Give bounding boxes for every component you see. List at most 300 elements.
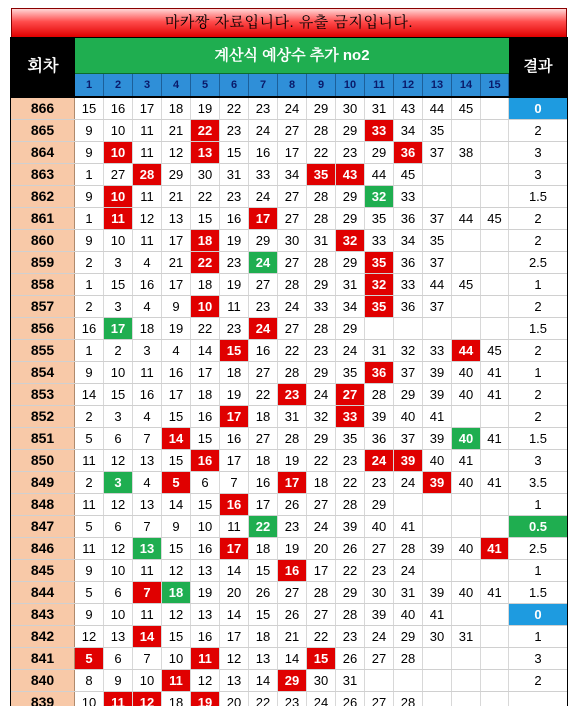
number-cell: 37 <box>394 362 423 383</box>
number-cell: 9 <box>75 560 104 581</box>
result-cell: 3 <box>534 167 542 182</box>
number-cell: 24 <box>249 318 278 339</box>
number-cell: 18 <box>249 406 278 427</box>
number-cell: 34 <box>336 296 365 317</box>
number-cell: 31 <box>307 230 336 251</box>
number-cell <box>481 252 509 273</box>
number-cell: 20 <box>220 582 249 603</box>
number-cell <box>481 120 509 141</box>
number-cell: 41 <box>481 362 509 383</box>
number-cell: 14 <box>220 604 249 625</box>
table-row <box>11 538 567 560</box>
number-cell: 39 <box>365 406 394 427</box>
number-cell: 22 <box>336 472 365 493</box>
result-cell: 2 <box>534 387 542 402</box>
number-cell: 45 <box>481 340 509 361</box>
number-cell: 10 <box>104 142 133 163</box>
number-cell: 30 <box>191 164 220 185</box>
number-cell <box>423 648 452 669</box>
number-cell: 23 <box>249 98 278 119</box>
round-number: 856 <box>11 318 75 339</box>
round-number: 854 <box>11 362 75 383</box>
number-cell <box>452 296 481 317</box>
number-cell: 30 <box>336 98 365 119</box>
number-cell: 16 <box>191 450 220 471</box>
number-cell: 17 <box>220 626 249 647</box>
number-cell: 18 <box>162 692 191 706</box>
banner: 마카짱 자료입니다. 유출 금지입니다. <box>11 8 567 38</box>
number-cell: 12 <box>133 208 162 229</box>
number-cell: 34 <box>394 120 423 141</box>
number-cell: 17 <box>162 384 191 405</box>
number-cell: 28 <box>336 604 365 625</box>
number-cell: 9 <box>162 296 191 317</box>
number-cell: 12 <box>162 142 191 163</box>
number-cell: 23 <box>278 384 307 405</box>
number-cell <box>452 560 481 581</box>
round-number: 857 <box>11 296 75 317</box>
result-cell: 3.5 <box>528 475 548 490</box>
number-cell: 45 <box>452 98 481 119</box>
table-row <box>11 296 567 318</box>
column-number-9: 9 <box>307 74 336 96</box>
number-cell: 37 <box>423 296 452 317</box>
table-row <box>11 472 567 494</box>
round-number: 865 <box>11 120 75 141</box>
number-cell: 31 <box>220 164 249 185</box>
table-row <box>11 252 567 274</box>
number-cell: 35 <box>365 208 394 229</box>
number-cell: 13 <box>191 560 220 581</box>
result-cell: 1 <box>534 629 542 644</box>
number-cell: 28 <box>307 252 336 273</box>
number-cell: 28 <box>307 208 336 229</box>
number-cell: 36 <box>394 208 423 229</box>
result-cell: 1 <box>534 365 542 380</box>
number-cell: 15 <box>307 648 336 669</box>
number-cell: 14 <box>278 648 307 669</box>
column-number-15: 15 <box>481 74 509 96</box>
number-cell: 44 <box>365 164 394 185</box>
number-cell: 10 <box>104 186 133 207</box>
column-number-1: 1 <box>75 74 104 96</box>
number-cell: 27 <box>365 538 394 559</box>
number-cell: 29 <box>307 274 336 295</box>
number-cell <box>423 318 452 339</box>
result-cell: 1.5 <box>528 431 548 446</box>
number-cell: 29 <box>365 494 394 515</box>
round-number: 841 <box>11 648 75 669</box>
number-cell: 12 <box>191 670 220 691</box>
number-cell: 24 <box>249 186 278 207</box>
number-cell: 35 <box>307 164 336 185</box>
number-cell: 11 <box>133 604 162 625</box>
number-cell: 28 <box>336 494 365 515</box>
number-cell: 28 <box>307 318 336 339</box>
number-cell: 15 <box>220 340 249 361</box>
number-cell <box>481 648 509 669</box>
round-number: 852 <box>11 406 75 427</box>
number-cell: 28 <box>394 538 423 559</box>
number-cell: 12 <box>133 692 162 706</box>
number-cell: 41 <box>481 384 509 405</box>
number-cell: 12 <box>104 450 133 471</box>
number-cell: 40 <box>452 582 481 603</box>
number-cell: 11 <box>220 516 249 537</box>
number-cell: 18 <box>307 472 336 493</box>
result-cell: 0 <box>509 604 567 625</box>
number-cell: 29 <box>162 164 191 185</box>
number-cell: 12 <box>104 494 133 515</box>
column-number-8: 8 <box>278 74 307 96</box>
number-cell: 17 <box>133 98 162 119</box>
number-cell: 26 <box>336 538 365 559</box>
number-cell <box>394 318 423 339</box>
number-cell <box>452 318 481 339</box>
number-cell: 40 <box>423 450 452 471</box>
number-cell: 10 <box>191 516 220 537</box>
number-cell: 16 <box>249 340 278 361</box>
number-cell: 27 <box>278 582 307 603</box>
number-cell: 31 <box>336 274 365 295</box>
number-cell: 10 <box>104 560 133 581</box>
number-cell <box>452 230 481 251</box>
number-cell: 28 <box>394 648 423 669</box>
number-cell: 28 <box>278 428 307 449</box>
number-cell: 11 <box>133 230 162 251</box>
number-cell: 6 <box>104 582 133 603</box>
table-row <box>11 692 567 706</box>
result-cell: 1 <box>534 497 542 512</box>
number-cell: 29 <box>307 98 336 119</box>
number-cell: 4 <box>133 296 162 317</box>
number-cell: 28 <box>365 384 394 405</box>
number-cell: 19 <box>162 318 191 339</box>
number-cell: 13 <box>191 142 220 163</box>
number-cell <box>452 692 481 706</box>
round-number: 848 <box>11 494 75 515</box>
number-cell: 7 <box>133 582 162 603</box>
number-cell: 18 <box>249 450 278 471</box>
number-cell: 29 <box>278 670 307 691</box>
number-cell: 22 <box>249 692 278 706</box>
column-number-10: 10 <box>336 74 365 96</box>
table-row <box>11 98 567 120</box>
number-cell <box>481 98 509 119</box>
number-cell: 9 <box>75 120 104 141</box>
table-row <box>11 670 567 692</box>
number-cell <box>423 516 452 537</box>
number-cell: 7 <box>133 428 162 449</box>
number-cell: 18 <box>249 626 278 647</box>
number-cell: 32 <box>365 186 394 207</box>
number-cell: 27 <box>278 186 307 207</box>
result-cell: 3 <box>534 453 542 468</box>
number-cell: 35 <box>336 362 365 383</box>
number-cell: 22 <box>336 560 365 581</box>
number-cell <box>452 670 481 691</box>
number-cell: 11 <box>133 186 162 207</box>
table-row <box>11 230 567 252</box>
number-cell: 11 <box>75 538 104 559</box>
table-row <box>11 340 567 362</box>
number-cell <box>452 120 481 141</box>
result-cell: 2 <box>534 673 542 688</box>
table-row <box>11 516 567 538</box>
number-cell <box>481 516 509 537</box>
number-cell <box>481 494 509 515</box>
number-cell: 23 <box>220 120 249 141</box>
number-cell: 14 <box>220 560 249 581</box>
number-cell: 36 <box>365 362 394 383</box>
number-cell <box>452 648 481 669</box>
number-cell: 26 <box>249 582 278 603</box>
number-cell: 17 <box>249 208 278 229</box>
column-number-7: 7 <box>249 74 278 96</box>
number-cell: 13 <box>191 604 220 625</box>
number-cell: 10 <box>104 604 133 625</box>
number-cell: 43 <box>394 98 423 119</box>
number-cell <box>423 164 452 185</box>
number-cell: 29 <box>336 252 365 273</box>
result-cell: 2 <box>534 343 542 358</box>
number-cell: 35 <box>365 296 394 317</box>
result-column-header: 결과 <box>509 38 567 96</box>
number-cell: 39 <box>423 538 452 559</box>
round-number: 842 <box>11 626 75 647</box>
number-cell: 29 <box>336 186 365 207</box>
number-cell: 23 <box>278 692 307 706</box>
number-cell: 21 <box>278 626 307 647</box>
number-cell: 22 <box>249 516 278 537</box>
number-cell: 24 <box>278 296 307 317</box>
number-cell: 10 <box>104 362 133 383</box>
number-cell: 30 <box>307 670 336 691</box>
number-cell: 2 <box>104 340 133 361</box>
number-cell: 11 <box>133 560 162 581</box>
column-number-4: 4 <box>162 74 191 96</box>
number-cell: 27 <box>104 164 133 185</box>
table-row <box>11 318 567 340</box>
number-cell: 11 <box>191 648 220 669</box>
number-cell: 17 <box>220 406 249 427</box>
number-cell: 10 <box>104 230 133 251</box>
number-cell: 29 <box>336 208 365 229</box>
number-cell: 12 <box>162 604 191 625</box>
number-cell: 40 <box>452 384 481 405</box>
number-cell: 12 <box>104 538 133 559</box>
number-cell: 15 <box>249 560 278 581</box>
number-cell: 18 <box>191 384 220 405</box>
number-cell: 35 <box>423 230 452 251</box>
number-cell: 24 <box>394 560 423 581</box>
number-cell: 22 <box>249 384 278 405</box>
number-cell: 5 <box>75 428 104 449</box>
number-cell: 33 <box>249 164 278 185</box>
number-cell: 26 <box>336 692 365 706</box>
number-cell: 33 <box>307 296 336 317</box>
number-cell: 18 <box>162 582 191 603</box>
number-cell: 27 <box>336 384 365 405</box>
number-cell: 40 <box>452 472 481 493</box>
number-cell: 22 <box>191 186 220 207</box>
number-cell: 29 <box>307 362 336 383</box>
result-cell <box>509 692 567 706</box>
number-cell <box>423 186 452 207</box>
round-number: 863 <box>11 164 75 185</box>
table-row <box>11 142 567 164</box>
number-cell <box>452 406 481 427</box>
round-number: 850 <box>11 450 75 471</box>
number-cell: 27 <box>307 494 336 515</box>
number-cell: 39 <box>423 384 452 405</box>
number-cell: 29 <box>307 428 336 449</box>
number-cell: 16 <box>220 428 249 449</box>
number-cell: 24 <box>365 450 394 471</box>
number-cell: 39 <box>394 450 423 471</box>
number-cell: 9 <box>75 604 104 625</box>
number-cell: 11 <box>75 494 104 515</box>
number-cell: 13 <box>220 670 249 691</box>
number-cell: 13 <box>133 494 162 515</box>
number-cell: 3 <box>104 472 133 493</box>
number-cell <box>481 230 509 251</box>
number-cell: 12 <box>220 648 249 669</box>
round-number: 844 <box>11 582 75 603</box>
number-cell <box>481 186 509 207</box>
number-cell: 17 <box>162 230 191 251</box>
number-cell: 17 <box>278 472 307 493</box>
number-cell: 33 <box>394 274 423 295</box>
number-cell: 15 <box>191 428 220 449</box>
number-cell: 45 <box>452 274 481 295</box>
number-cell: 6 <box>104 516 133 537</box>
number-cell: 15 <box>191 494 220 515</box>
number-cell: 7 <box>133 516 162 537</box>
number-cell: 39 <box>423 472 452 493</box>
result-cell: 0 <box>509 98 567 119</box>
number-cell: 2 <box>75 252 104 273</box>
number-cell <box>481 164 509 185</box>
number-cell: 14 <box>133 626 162 647</box>
number-cell: 16 <box>220 494 249 515</box>
column-number-12: 12 <box>394 74 423 96</box>
number-cell: 10 <box>104 120 133 141</box>
number-cell: 27 <box>307 604 336 625</box>
number-cell: 28 <box>278 274 307 295</box>
number-cell: 27 <box>365 692 394 706</box>
number-cell: 29 <box>249 230 278 251</box>
number-cell: 18 <box>191 274 220 295</box>
number-cell: 4 <box>133 472 162 493</box>
number-cell: 29 <box>394 626 423 647</box>
number-cell: 18 <box>162 98 191 119</box>
number-cell: 6 <box>191 472 220 493</box>
number-cell: 23 <box>336 450 365 471</box>
round-number: 853 <box>11 384 75 405</box>
number-cell: 17 <box>162 274 191 295</box>
result-cell: 1.5 <box>528 321 548 336</box>
number-cell: 17 <box>307 560 336 581</box>
number-cell: 41 <box>394 516 423 537</box>
number-cell: 21 <box>162 252 191 273</box>
number-cell: 27 <box>249 274 278 295</box>
number-cell <box>481 604 509 625</box>
number-cell: 11 <box>133 120 162 141</box>
number-cell <box>481 692 509 706</box>
number-cell <box>452 494 481 515</box>
number-cell: 31 <box>452 626 481 647</box>
number-cell: 17 <box>104 318 133 339</box>
number-cell: 23 <box>220 186 249 207</box>
number-cell: 34 <box>394 230 423 251</box>
number-cell: 27 <box>278 120 307 141</box>
number-cell: 2 <box>75 406 104 427</box>
number-cell: 20 <box>220 692 249 706</box>
number-cell: 3 <box>104 296 133 317</box>
table-row <box>11 560 567 582</box>
number-cell: 23 <box>307 340 336 361</box>
number-cell: 18 <box>191 230 220 251</box>
number-cell: 4 <box>133 252 162 273</box>
number-cell: 44 <box>452 340 481 361</box>
number-cell: 23 <box>220 318 249 339</box>
table-row <box>11 406 567 428</box>
table-row <box>11 384 567 406</box>
number-cell: 27 <box>249 428 278 449</box>
round-number: 847 <box>11 516 75 537</box>
number-cell: 34 <box>278 164 307 185</box>
table-row <box>11 494 567 516</box>
number-cell: 22 <box>191 120 220 141</box>
number-cell: 12 <box>75 626 104 647</box>
number-cell: 6 <box>104 648 133 669</box>
result-cell: 2 <box>534 299 542 314</box>
round-number: 862 <box>11 186 75 207</box>
number-cell: 19 <box>220 274 249 295</box>
number-cell: 13 <box>249 648 278 669</box>
number-cell: 22 <box>220 98 249 119</box>
result-cell: 2 <box>534 123 542 138</box>
number-cell: 13 <box>162 208 191 229</box>
result-cell: 2 <box>534 233 542 248</box>
number-cell: 33 <box>365 120 394 141</box>
number-cell: 29 <box>365 142 394 163</box>
number-cell: 14 <box>75 384 104 405</box>
number-cell: 22 <box>191 252 220 273</box>
round-number: 859 <box>11 252 75 273</box>
number-cell: 1 <box>75 340 104 361</box>
number-cell: 39 <box>423 582 452 603</box>
number-cell: 29 <box>336 318 365 339</box>
number-cell: 16 <box>104 98 133 119</box>
number-cell: 40 <box>394 406 423 427</box>
number-cell: 31 <box>278 406 307 427</box>
number-cell: 9 <box>162 516 191 537</box>
number-cell: 15 <box>162 406 191 427</box>
round-number: 860 <box>11 230 75 251</box>
number-cell <box>365 670 394 691</box>
column-number-14: 14 <box>452 74 481 96</box>
number-cell <box>452 186 481 207</box>
round-number: 866 <box>11 98 75 119</box>
number-cell <box>423 670 452 691</box>
number-cell: 7 <box>220 472 249 493</box>
number-cell: 28 <box>133 164 162 185</box>
number-cell: 39 <box>365 604 394 625</box>
table-row <box>11 164 567 186</box>
number-cell <box>481 670 509 691</box>
